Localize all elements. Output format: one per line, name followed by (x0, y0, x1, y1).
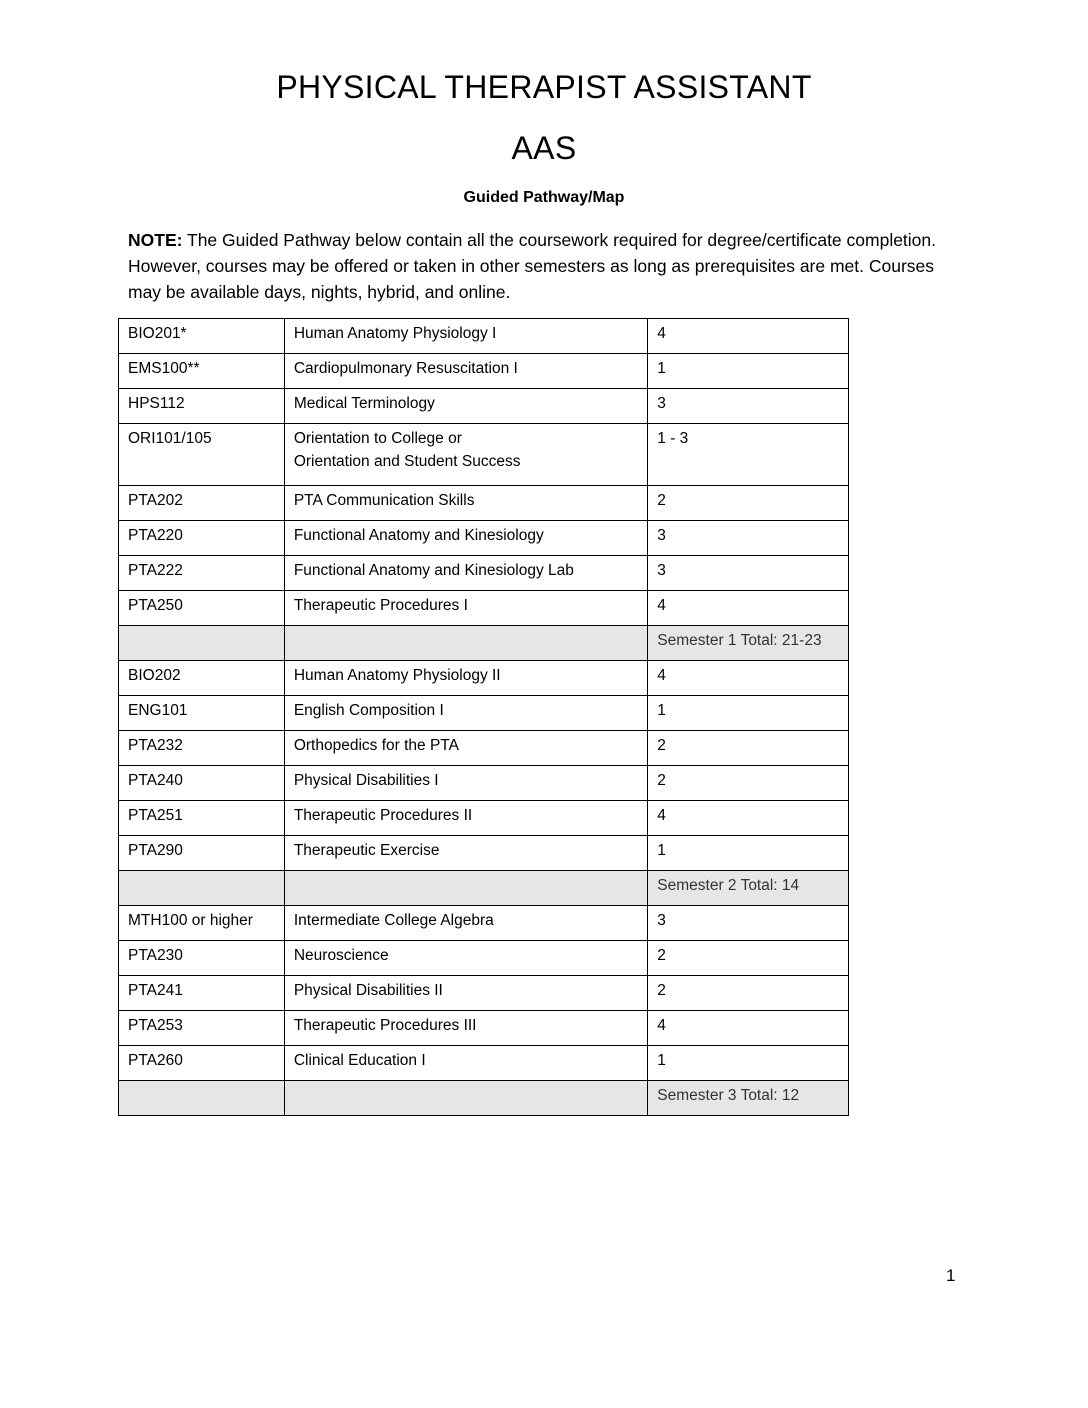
course-title: Therapeutic Procedures III (284, 1011, 647, 1046)
course-title: Physical Disabilities I (284, 766, 647, 801)
course-title: Intermediate College Algebra (284, 906, 647, 941)
course-title: Physical Disabilities II (284, 976, 647, 1011)
table-row (119, 486, 849, 521)
table-row (119, 941, 849, 976)
course-code: PTA250 (119, 591, 285, 626)
course-code: HPS112 (119, 389, 285, 424)
table-row (119, 976, 849, 1011)
course-credits: 4 (648, 591, 849, 626)
course-credits: 1 (648, 696, 849, 731)
course-title: Functional Anatomy and Kinesiology Lab (284, 556, 647, 591)
course-code: PTA240 (119, 766, 285, 801)
table-row (119, 521, 849, 556)
table-row (119, 696, 849, 731)
course-credits: 4 (648, 1011, 849, 1046)
course-table (118, 318, 849, 1116)
course-title: PTA Communication Skills (284, 486, 647, 521)
semester-total-row (119, 1081, 849, 1116)
course-credits: 1 - 3 (648, 424, 849, 486)
table-row (119, 836, 849, 871)
semester-total-row (119, 871, 849, 906)
course-code: PTA230 (119, 941, 285, 976)
document-title: PHYSICAL THERAPIST ASSISTANT (276, 69, 812, 105)
semester-total: Semester 1 Total: 21-23 (648, 626, 849, 661)
course-credits: 1 (648, 836, 849, 871)
course-credits: 1 (648, 354, 849, 389)
table-row (119, 766, 849, 801)
table-row (119, 556, 849, 591)
course-credits: 3 (648, 906, 849, 941)
empty-cell (119, 626, 285, 661)
table-row (119, 906, 849, 941)
course-code: BIO201* (119, 319, 285, 354)
course-code: PTA260 (119, 1046, 285, 1081)
course-title: Cardiopulmonary Resuscitation I (284, 354, 647, 389)
course-code: PTA290 (119, 836, 285, 871)
course-code: PTA232 (119, 731, 285, 766)
course-code: EMS100** (119, 354, 285, 389)
note-paragraph (128, 227, 958, 305)
course-code: PTA202 (119, 486, 285, 521)
course-title: Clinical Education I (284, 1046, 647, 1081)
semester-total: Semester 3 Total: 12 (648, 1081, 849, 1116)
course-code: ENG101 (119, 696, 285, 731)
course-code: PTA251 (119, 801, 285, 836)
course-title: Therapeutic Procedures II (284, 801, 647, 836)
course-code: BIO202 (119, 661, 285, 696)
course-title-cell (284, 424, 647, 486)
course-title: Medical Terminology (284, 389, 647, 424)
course-code: ORI101/105 (119, 424, 285, 486)
course-credits: 2 (648, 731, 849, 766)
course-credits: 2 (648, 766, 849, 801)
course-credits: 3 (648, 389, 849, 424)
course-title: English Composition I (284, 696, 647, 731)
course-title: Therapeutic Exercise (284, 836, 647, 871)
course-credits: 4 (648, 319, 849, 354)
course-code: PTA220 (119, 521, 285, 556)
pathway-subtitle: Guided Pathway/Map (463, 189, 625, 206)
course-credits: 2 (648, 941, 849, 976)
table-row (119, 1011, 849, 1046)
empty-cell (284, 871, 647, 906)
page-number: 1 (946, 1266, 956, 1285)
course-title: Human Anatomy Physiology II (284, 661, 647, 696)
course-credits: 3 (648, 521, 849, 556)
semester-total: Semester 2 Total: 14 (648, 871, 849, 906)
course-title: Therapeutic Procedures I (284, 591, 647, 626)
course-title: Functional Anatomy and Kinesiology (284, 521, 647, 556)
course-title: Orientation to College or (293, 430, 462, 447)
empty-cell (284, 1081, 647, 1116)
course-credits: 1 (648, 1046, 849, 1081)
course-credits: 2 (648, 486, 849, 521)
table-row (119, 319, 849, 354)
table-row (119, 801, 849, 836)
course-code: PTA253 (119, 1011, 285, 1046)
course-code: PTA241 (119, 976, 285, 1011)
course-title: Orthopedics for the PTA (284, 731, 647, 766)
empty-cell (284, 626, 647, 661)
course-title: Human Anatomy Physiology I (284, 319, 647, 354)
course-credits: 4 (648, 661, 849, 696)
empty-cell (119, 1081, 285, 1116)
note-label: NOTE: (128, 230, 183, 250)
semester-total-row (119, 626, 849, 661)
table-row (119, 389, 849, 424)
table-row (119, 424, 849, 486)
note-text: The Guided Pathway below contain all the coursework required for degree/certificate completion. However, courses may be offered or taken in other semesters as long as prerequisites are met. Courses may be available days, nights, hybrid, and online. (128, 230, 937, 302)
degree-title: AAS (511, 130, 577, 166)
course-credits: 3 (648, 556, 849, 591)
table-row (119, 731, 849, 766)
course-code: MTH100 or higher (119, 906, 285, 941)
course-title: Neuroscience (284, 941, 647, 976)
table-row (119, 354, 849, 389)
course-credits: 4 (648, 801, 849, 836)
table-row (119, 661, 849, 696)
course-code: PTA222 (119, 556, 285, 591)
course-title-line2: Orientation and Student Success (293, 453, 521, 470)
course-credits: 2 (648, 976, 849, 1011)
table-row (119, 1046, 849, 1081)
table-row (119, 591, 849, 626)
empty-cell (119, 871, 285, 906)
